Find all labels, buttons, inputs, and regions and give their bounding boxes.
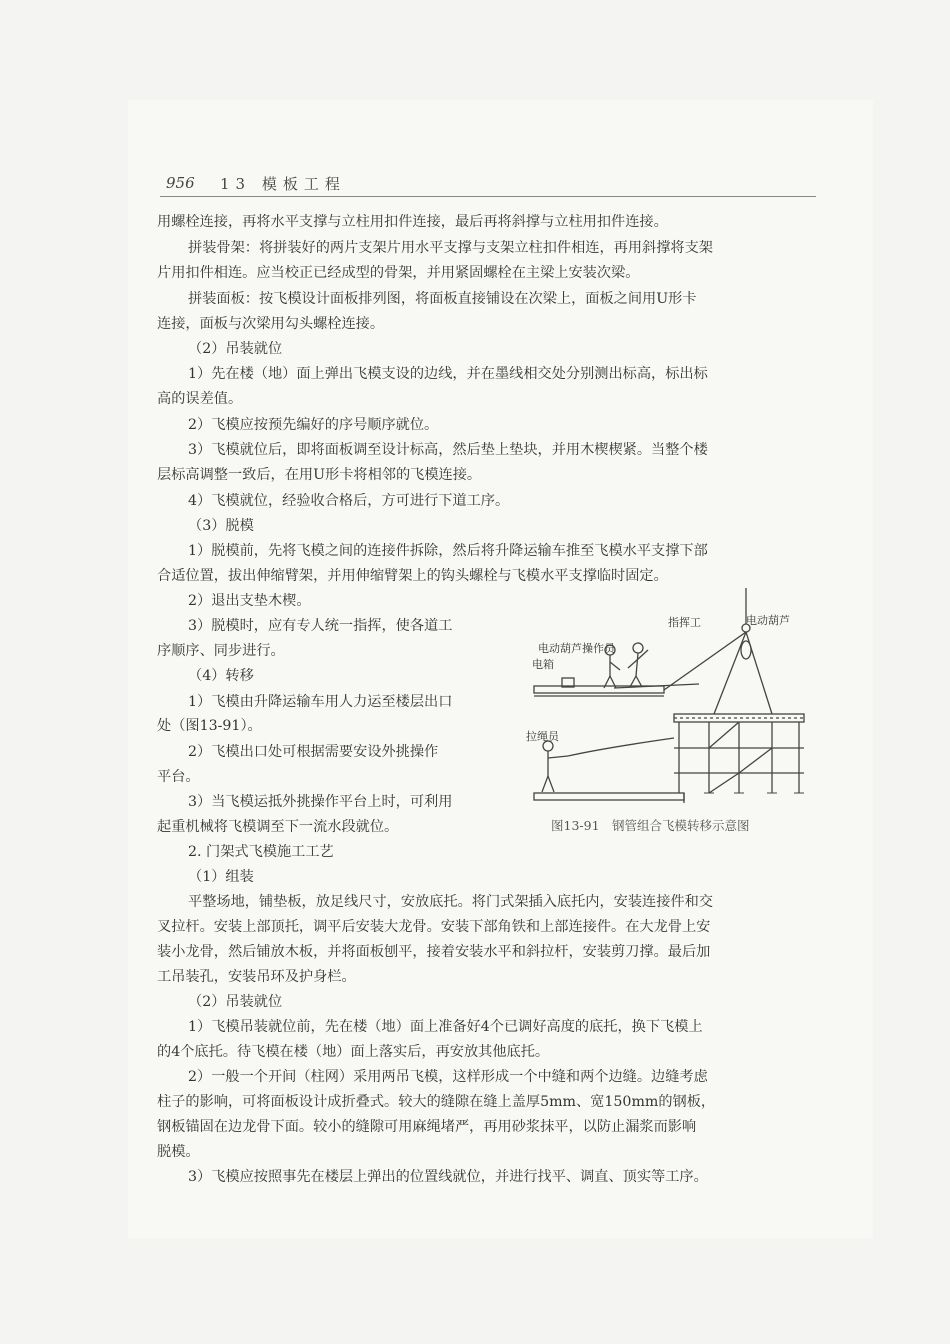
text-line: 连接，面板与次梁用勾头螺栓连接。: [157, 316, 385, 332]
text-line: 处（图13-91）。: [157, 718, 262, 734]
worker-commander: [633, 643, 643, 653]
text-line: 叉拉杆。安装上部顶托，调平后安装大龙骨。安装下部角铁和上部连接件。在大龙骨上安: [157, 919, 711, 935]
text-line: 3）脱模时，应有专人统一指挥，使各道工: [188, 618, 453, 634]
text-line: 2）飞模应按预先编好的序号顺序就位。: [188, 417, 439, 433]
figure-13-91: [524, 588, 814, 808]
sling-right: [746, 632, 772, 714]
text-line: 高的误差值。: [157, 391, 243, 407]
text-line: 1）先在楼（地）面上弹出飞模支设的边线，并在墨线相交处分别测出标高，标出标: [188, 366, 708, 382]
diagonal-brace: [739, 748, 772, 773]
text-line: 起重机械将飞模调至下一流水段就位。: [157, 819, 399, 835]
text-line: 拼装面板：按飞模设计面板排列图，将面板直接铺设在次梁上，面板之间用U形卡: [188, 291, 697, 307]
lower-floor: [534, 793, 684, 800]
header-rule: [160, 196, 816, 197]
flying-form-diagram: [524, 588, 814, 808]
text-line: 平整场地，铺垫板，放足线尺寸，安放底托。将门式架插入底托内，安装连接件和交: [188, 894, 713, 910]
label-rope-puller: 拉绳员: [526, 730, 559, 743]
text-line: 2）退出支垫木楔。: [188, 593, 311, 609]
text-line: 1）脱模前，先将飞模之间的连接件拆除，然后将升降运输车推至飞模水平支撑下部: [188, 543, 708, 559]
section-heading: （4）转移: [188, 668, 254, 684]
diagonal-brace: [709, 773, 739, 793]
text-line: 2）一般一个开间（柱网）采用两吊飞模，这样形成一个中缝和两个边缝。边缝考虑: [188, 1069, 708, 1085]
text-line: 拼装骨架：将拼装好的两片支架片用水平支撑与支架立柱扣件相连，再用斜撑将支架: [188, 240, 713, 256]
text-line: 柱子的影响，可将面板设计成折叠式。较大的缝隙在缝上盖厚5mm、宽150mm的钢板，: [157, 1094, 716, 1110]
text-line: 3）当飞模运抵外挑操作平台上时，可利用: [188, 794, 453, 810]
text-line: 2）飞模出口处可根据需要安设外挑操作: [188, 744, 439, 760]
text-line: 合适位置，拔出伸缩臂架，并用伸缩臂架上的钩头螺栓与飞模水平支撑临时固定。: [157, 568, 668, 584]
text-line: 脱模。: [157, 1144, 200, 1160]
text-line: 片用扣件相连。应当校正已经成型的骨架，并用紧固螺栓在主梁上安装次梁。: [157, 265, 640, 281]
text-line: 1）飞模吊装就位前，先在楼（地）面上准备好4个已调好高度的底托，换下飞模上: [188, 1019, 703, 1035]
diagonal-brace: [709, 722, 739, 748]
text-line: 装小龙骨，然后铺放木板，并将面板刨平，接着安装水平和斜拉杆，安装剪刀撑。最后加: [157, 944, 711, 960]
section-heading: （2）吊装就位: [188, 341, 283, 357]
section-heading: （3）脱模: [188, 518, 254, 534]
label-commander: 指挥工: [668, 616, 701, 629]
page-number: 956: [166, 174, 195, 192]
section-heading: （1）组装: [188, 869, 254, 885]
guide-rope: [568, 738, 674, 756]
text-line: 平台。: [157, 769, 200, 785]
text-line: 用螺栓连接，再将水平支撑与立柱用扣件连接，最后再将斜撑与立柱用扣件连接。: [157, 214, 668, 230]
text-line: 1）飞模由升降运输车用人力运至楼层出口: [188, 694, 453, 710]
sling-left: [664, 632, 746, 690]
section-heading: （2）吊装就位: [188, 994, 283, 1010]
text-line: 序顺序、同步进行。: [157, 643, 285, 659]
label-electric-box: 电箱: [532, 658, 554, 671]
figure-caption: 图13-91 钢管组合飞模转移示意图: [551, 818, 750, 833]
text-line: 的4个底托。待飞模在楼（地）面上落实后，再安放其他底托。: [157, 1044, 550, 1060]
text-line: 4）飞模就位，经验收合格后，方可进行下道工序。: [188, 493, 510, 509]
label-hoist: 电动葫芦: [746, 614, 790, 627]
page-header: [160, 168, 816, 198]
label-hoist-operator: 电动葫芦操作员: [538, 642, 615, 655]
sling-mid: [714, 632, 746, 714]
text-line: 层标高调整一致后，在用U形卡将相邻的飞模连接。: [157, 467, 482, 483]
text-line: 3）飞模就位后，即将面板调至设计标高，然后垫上垫块，并用木楔楔紧。当整个楼: [188, 442, 708, 458]
text-line: 3）飞模应按照事先在楼层上弹出的位置线就位，并进行找平、调直、顶实等工序。: [188, 1169, 708, 1185]
text-line: 工吊装孔，安装吊环及护身栏。: [157, 969, 356, 985]
text-line: 钢板锚固在边龙骨下面。较小的缝隙可用麻绳堵严，再用砂浆抹平，以防止漏浆而影响: [157, 1119, 697, 1135]
chapter-title: 13 模板工程: [220, 175, 346, 193]
section-heading: 2. 门架式飞模施工工艺: [188, 844, 334, 860]
